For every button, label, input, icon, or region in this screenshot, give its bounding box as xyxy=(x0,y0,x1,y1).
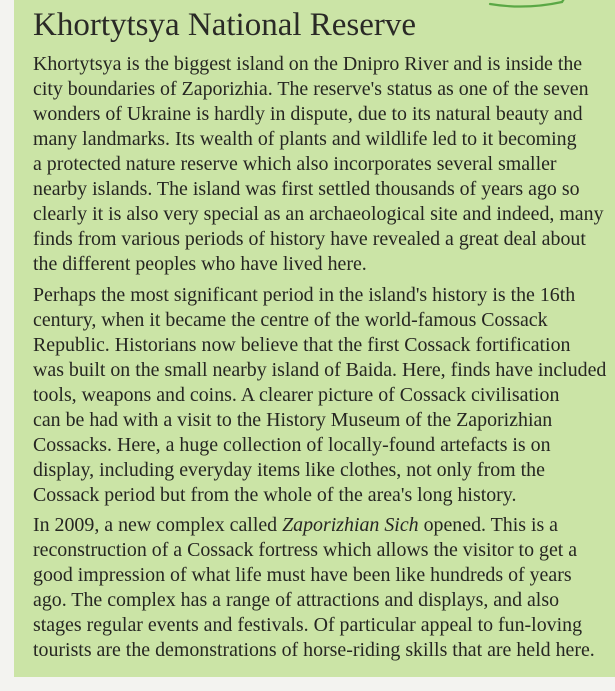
text-line: nearby islands. The island was first settled thousands of years ago so xyxy=(33,178,580,200)
text-line: Khortytsya is the biggest island on the Dnipro River and is inside the xyxy=(33,53,583,75)
paragraph-1 xyxy=(33,52,604,277)
text-line: Perhaps the most significant period in the island's history is the 16th xyxy=(33,284,576,306)
text-line: tourists are the demonstrations of horse-riding skills that are held here. xyxy=(33,639,595,661)
paragraph-2 xyxy=(33,283,606,508)
text-line: Republic. Historians now believe that the first Cossack fortification xyxy=(33,334,571,356)
text-line: good impression of what life must have been like hundreds of years xyxy=(33,564,572,586)
text-line: display, including everyday items like clothes, not only from the xyxy=(33,459,545,481)
text-line: Cossack period but from the whole of the area's long history. xyxy=(33,484,517,506)
italic-title: Zaporizhian Sich xyxy=(282,514,419,536)
text-line: tools, weapons and coins. A clearer picture of Cossack civilisation xyxy=(33,384,560,406)
text-line: city boundaries of Zaporizhia. The reserve's status as one of the seven xyxy=(33,78,589,100)
text-line: clearly it is also very special as an archaeological site and indeed, many xyxy=(33,203,604,225)
reading-panel xyxy=(14,0,615,677)
text-line: was built on the small nearby island of Baida. Here, finds have included xyxy=(33,359,607,381)
text-run: opened. This is a xyxy=(418,514,559,536)
text-run: In 2009, a new complex called xyxy=(33,514,283,536)
text-line: a protected nature reserve which also incorporates several smaller xyxy=(33,153,557,175)
text-line: can be had with a visit to the History Museum of the Zaporizhian xyxy=(33,409,553,431)
paragraph-3 xyxy=(33,513,595,663)
text-line: the different peoples who have lived here. xyxy=(33,253,367,275)
green-doodle-icon xyxy=(484,0,574,20)
text-line: stages regular events and festivals. Of particular appeal to fun-loving xyxy=(33,614,583,636)
text-line xyxy=(33,513,595,538)
text-line: finds from various periods of history have revealed a great deal about xyxy=(33,228,586,250)
text-line: Cossacks. Here, a huge collection of locally-found artefacts is on xyxy=(33,434,551,456)
page-margin xyxy=(0,677,615,691)
text-line: wonders of Ukraine is hardly in dispute, due to its natural beauty and xyxy=(33,103,583,125)
text-line: ago. The complex has a range of attractions and displays, and also xyxy=(33,589,560,611)
text-line: century, when it became the centre of the world-famous Cossack xyxy=(33,309,548,331)
text-line: reconstruction of a Cossack fortress which allows the visitor to get a xyxy=(33,539,578,561)
section-title: Khortytsya National Reserve xyxy=(33,7,417,43)
text-line: many landmarks. Its wealth of plants and wildlife led to it becoming xyxy=(33,128,577,150)
